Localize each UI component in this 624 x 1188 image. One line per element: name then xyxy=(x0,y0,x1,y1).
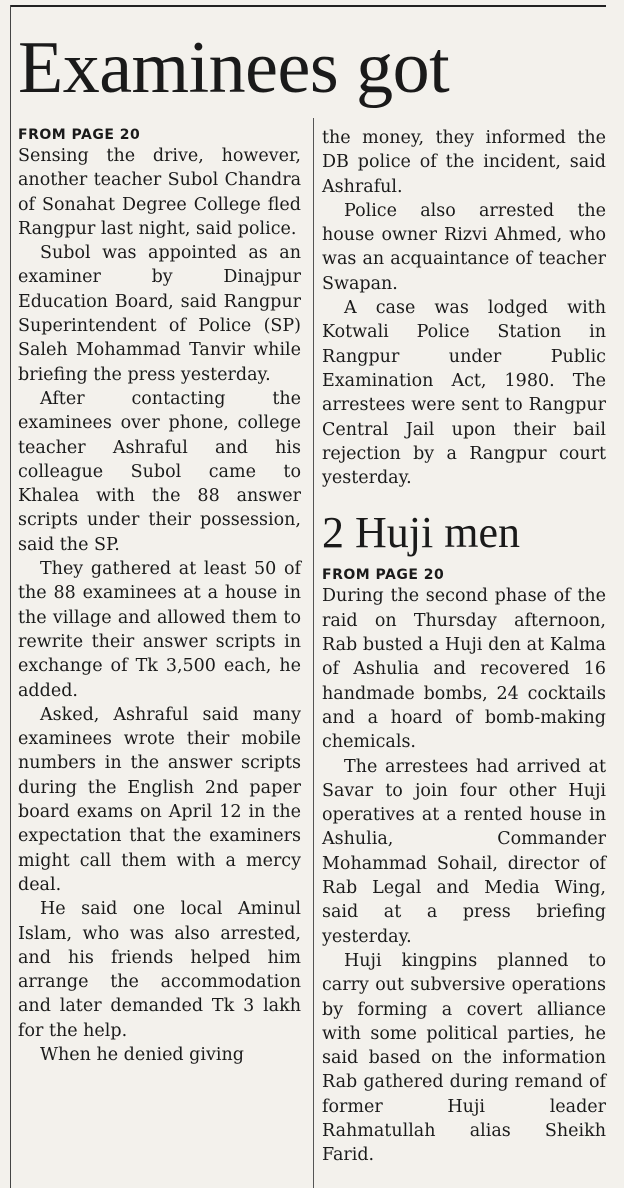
story1-paragraph: Asked, Ashraful said many examinees wrote their mobile numbers in the answer scripts during the English 2nd paper board exams on April 12 in the expectation that the examiners might call them with a mercy deal. xyxy=(18,704,301,895)
story2-paragraph: Huji kingpins planned to carry out subversive operations by forming a covert alliance with some political parties, he said based on the information Rab gathered during remand of former Huji leader Rahmatullah alias Sheikh Farid. xyxy=(322,950,606,1166)
top-rule xyxy=(10,5,606,7)
story1-paragraph: He said one local Aminul Islam, who was also arrested, and his friends helped him arrange the accommodation and later demanded Tk 3 lakh for the help. xyxy=(18,899,301,1041)
column-rule xyxy=(313,118,314,1188)
story1-kicker: FROM PAGE 20 xyxy=(18,127,141,143)
story1-paragraph: When he denied giving xyxy=(40,1044,244,1065)
story2-headline: 2 Huji men xyxy=(322,508,520,558)
left-rule xyxy=(10,5,11,1188)
story2-paragraph: During the second phase of the raid on Thursday afternoon, Rab busted a Huji den at Kalma of Ashulia and recovered 16 handmade bombs, 24 cocktails and a hoard of bomb-making chemicals. xyxy=(322,586,606,753)
story1-continuation-paragraph: A case was lodged with Kotwali Police Station in Rangpur under Public Examination Act, 1980. The arrestees were sent to Rangpur Central Jail upon their bail rejection by a Rangpur court yesterday. xyxy=(322,298,606,489)
story1-paragraph: They gathered at least 50 of the 88 examinees at a house in the village and allowed them to rewrite their answer scripts in exchange of Tk 3,500 each, he added. xyxy=(18,559,301,701)
story1-continuation-paragraph: the money, they informed the DB police of the incident, said Ashraful. xyxy=(322,128,606,197)
story1-headline: Examinees got xyxy=(18,27,450,109)
right-column xyxy=(322,126,606,1168)
story1-paragraph: Sensing the drive, however, another teacher Subol Chandra of Sonahat Degree College fled Rangpur last night, said police. xyxy=(18,146,301,239)
story2-paragraph: The arrestees had arrived at Savar to join four other Huji operatives at a rented house in Ashulia, Commander Mohammad Sohail, director of Rab Legal and Media Wing, said at a press briefing yesterday. xyxy=(322,756,606,947)
story2-kicker: FROM PAGE 20 xyxy=(322,567,445,584)
story1-paragraph: Subol was appointed as an examiner by Dinajpur Education Board, said Rangpur Superintendent of Police (SP) Saleh Mohammad Tanvir while briefing the press yesterday. xyxy=(18,243,301,385)
story1-continuation-paragraph: Police also arrested the house owner Rizvi Ahmed, who was an acquaintance of teacher Swapan. xyxy=(322,200,606,294)
left-column xyxy=(18,126,301,1067)
story1-paragraph: After contacting the examinees over phone, college teacher Ashraful and his colleague Subol came to Khalea with the 88 answer scripts under their possession, said the SP. xyxy=(18,388,301,555)
